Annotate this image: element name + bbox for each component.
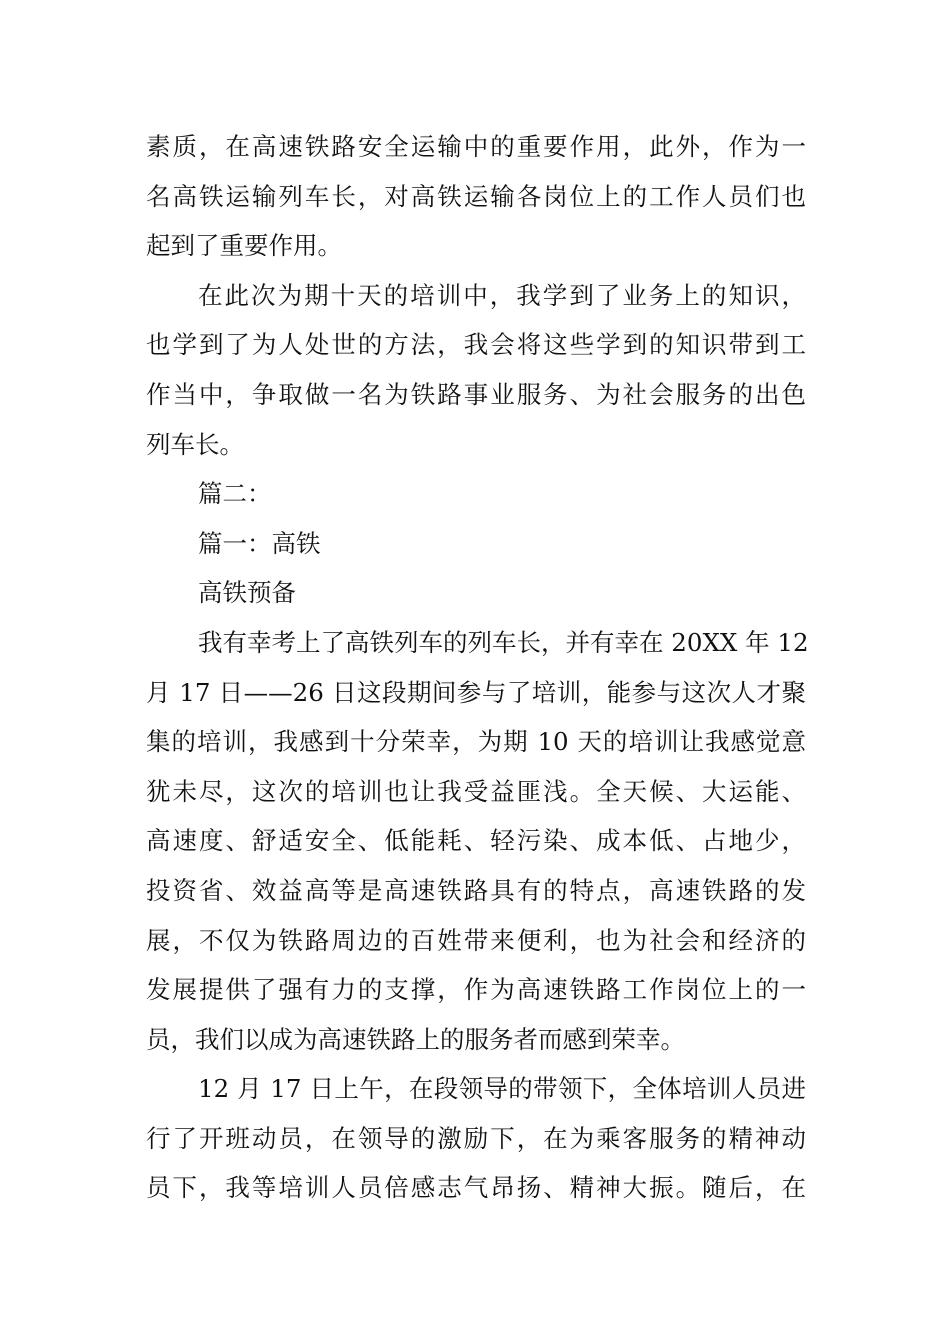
text-line: 作当中，争取做一名为铁路事业服务、为社会服务的出色 [146, 379, 806, 409]
paragraph-first-line: 在此次为期十天的培训中，我学到了业务上的知识， [198, 280, 806, 310]
text-line: 员，我们以成为高速铁路上的服务者而感到荣幸。 [146, 1024, 685, 1054]
text-line: 员下，我等培训人员倍感志气昂扬、精神大振。随后，在 [146, 1173, 806, 1203]
section-title: 高铁预备 [198, 578, 296, 608]
paragraph-first-line: 我有幸考上了高铁列车的列车长，并有幸在 20XX 年 12 [198, 627, 809, 657]
text-line: 月 17 日——26 日这段期间参与了培训，能参与这次人才聚 [146, 677, 806, 707]
text-line: 行了开班动员，在领导的激励下，在为乘客服务的精神动 [146, 1123, 806, 1153]
text-line: 投资省、效益高等是高速铁路具有的特点，高速铁路的发 [146, 875, 806, 905]
text-line: 列车长。 [146, 429, 244, 459]
text-line: 高速度、舒适安全、低能耗、轻污染、成本低、占地少， [146, 826, 806, 856]
text-line: 集的培训，我感到十分荣幸，为期 10 天的培训让我感觉意 [146, 727, 806, 757]
section-heading: 篇二： [198, 479, 272, 509]
paragraph-first-line: 12 月 17 日上午，在段领导的带领下，全体培训人员进 [198, 1074, 806, 1104]
text-line: 发展提供了强有力的支撑，作为高速铁路工作岗位上的一 [146, 975, 806, 1005]
document-body [146, 122, 809, 1213]
text-line: 起到了重要作用。 [146, 231, 342, 261]
text-line: 素质，在高速铁路安全运输中的重要作用，此外，作为一 [146, 132, 806, 161]
text-line: 名高铁运输列车长，对高铁运输各岗位上的工作人员们也 [146, 181, 806, 211]
text-line: 也学到了为人处世的方法，我会将这些学到的知识带到工 [146, 330, 806, 360]
text-line: 犹未尽，这次的培训也让我受益匪浅。全天候、大运能、 [146, 776, 806, 806]
section-heading: 篇一：高铁 [198, 528, 321, 558]
text-line: 展，不仅为铁路周边的百姓带来便利，也为社会和经济的 [146, 925, 806, 955]
